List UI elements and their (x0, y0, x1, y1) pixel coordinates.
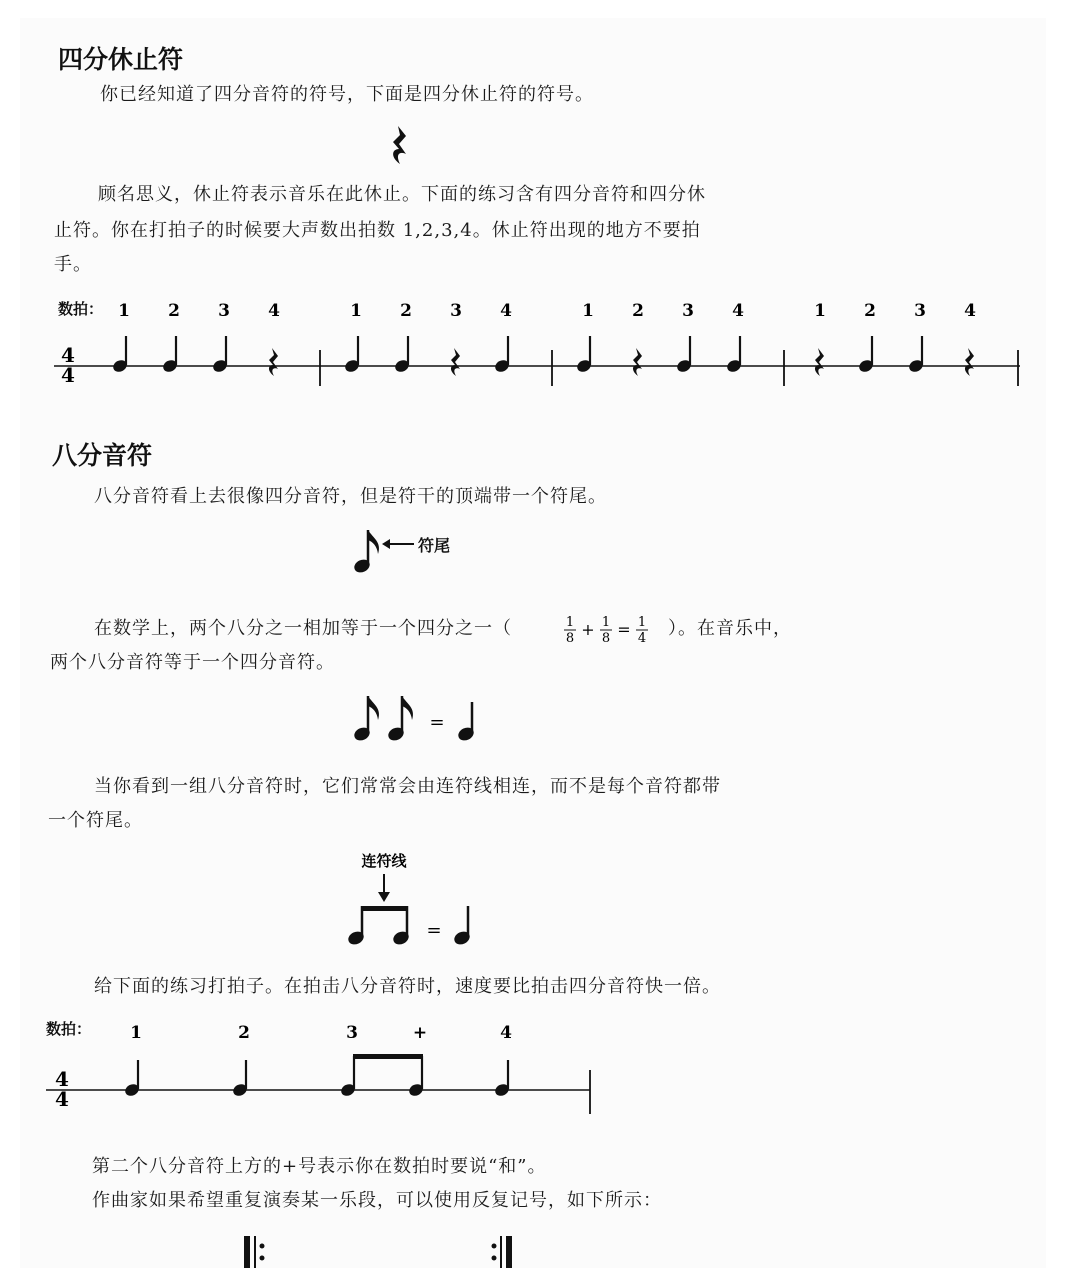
count-4: + (412, 1023, 428, 1043)
quarter-rest-symbol (386, 124, 416, 166)
count-5: 4 (500, 1023, 512, 1043)
beamed-eighths-diagram (330, 848, 490, 952)
quarter-note-m3-b3 (675, 336, 692, 374)
heading-quarter-rest: 四分休止符 (58, 45, 184, 74)
fraction-equals: = (617, 620, 631, 639)
beam-line-2: 一个符尾。 (48, 810, 143, 831)
beam (353, 1054, 423, 1059)
flag-label: 符尾 (418, 536, 451, 555)
quarter-note-m2-b1 (343, 336, 360, 374)
rhythm-exercise-1 (0, 290, 1066, 400)
equals-sign-1: = (429, 712, 445, 733)
beat-number-m3-b3: 3 (682, 301, 694, 321)
count-3: 3 (346, 1023, 358, 1043)
quarter-note-m4-b2 (857, 336, 874, 374)
equals-sign-2: = (426, 920, 442, 941)
beat-number-m3-b2: 2 (632, 301, 644, 321)
practice-instruction: 给下面的练习打拍子。在拍击八分音符时，速度要比拍击四分音符快一倍。 (94, 976, 721, 997)
count-label-2: 数拍： (46, 1020, 92, 1038)
fraction-1-num: 1 (565, 615, 575, 630)
two-eighths-equal-quarter (340, 690, 500, 746)
quarter-note-m1-b3 (211, 336, 228, 374)
quarter-note-m3-b4 (725, 336, 742, 374)
math-line-1b: ）。在音乐中， (668, 618, 792, 639)
beat-number-m4-b2: 2 (864, 301, 876, 321)
fraction-2-den: 8 (601, 631, 611, 646)
fraction-3-num: 1 (637, 615, 647, 630)
beat-number-m4-b3: 3 (914, 301, 926, 321)
rhythm-exercise-2 (0, 1012, 660, 1122)
beat-number-m2-b3: 3 (450, 301, 462, 321)
quarter-note-2 (231, 1060, 248, 1098)
closing-line-1: 第二个八分音符上方的+号表示你在数拍时要说“和”。 (92, 1156, 547, 1177)
beat-number-m1-b2: 2 (168, 301, 180, 321)
eighth-note-flag-diagram (340, 524, 480, 576)
fraction-1-den: 8 (565, 631, 575, 646)
repeat-start-sign (240, 1236, 280, 1268)
fraction-equation (560, 610, 680, 650)
beat-number-m3-b1: 1 (582, 301, 594, 321)
quarter-note-m4-b3 (907, 336, 924, 374)
closing-line-2: 作曲家如果希望重复演奏某一乐段，可以使用反复记号，如下所示： (92, 1190, 662, 1211)
quarter-note-m1-b2 (161, 336, 178, 374)
beat-number-m2-b2: 2 (400, 301, 412, 321)
count-1: 1 (130, 1023, 142, 1043)
quarter-rest-m4-b4 (965, 348, 974, 376)
fraction-2-num: 1 (601, 615, 611, 630)
eighth-intro-text: 八分音符看上去很像四分音符，但是符干的顶端带一个符尾。 (94, 486, 607, 507)
beat-number-m1-b4: 4 (268, 301, 280, 321)
time-signature-bottom: 4 (55, 1087, 69, 1111)
beat-number-m4-b1: 1 (814, 301, 826, 321)
beat-number-m1-b3: 3 (218, 301, 230, 321)
math-line-2: 两个八分音符等于一个四分音符。 (50, 652, 335, 673)
rest-body-line-1: 顾名思义，休止符表示音乐在此休止。下面的练习含有四分音符和四分休 (98, 184, 706, 205)
quarter-rest-m4-b1 (815, 348, 824, 376)
repeat-end-sign (486, 1236, 526, 1268)
quarter-rest-m3-b2 (633, 348, 642, 376)
time-signature-top: 4 (55, 1067, 69, 1091)
heading-eighth-note: 八分音符 (52, 441, 153, 470)
quarter-note-1 (123, 1060, 140, 1098)
count-label-1: 数拍： (58, 300, 104, 318)
beam-label: 连符线 (361, 852, 407, 870)
time-signature-top: 4 (61, 343, 75, 367)
rest-intro-text: 你已经知道了四分音符的符号，下面是四分休止符的符号。 (100, 84, 594, 105)
beam-line-1: 当你看到一组八分音符时，它们常常会由连符线相连，而不是每个音符都带 (94, 776, 721, 797)
fraction-3-den: 4 (637, 631, 647, 646)
rest-body-line-2: 止符。你在打拍子的时候要大声数出拍数 1,2,3,4。休止符出现的地方不要拍 (54, 220, 701, 241)
quarter-rest-m2-b3 (451, 348, 460, 376)
beat-number-m3-b4: 4 (732, 301, 744, 321)
beat-number-m1-b1: 1 (118, 301, 130, 321)
beat-number-m4-b4: 4 (964, 301, 976, 321)
count-2: 2 (238, 1023, 250, 1043)
beamed-eighth-pair (339, 1054, 424, 1098)
time-signature-bottom: 4 (61, 363, 75, 387)
quarter-rest-m1-b4 (269, 348, 278, 376)
rest-body-line-3: 手。 (54, 254, 92, 275)
quarter-note-m2-b4 (493, 336, 510, 374)
page-edge (1046, 18, 1066, 1268)
quarter-note-m3-b1 (575, 336, 592, 374)
beat-number-m2-b4: 4 (500, 301, 512, 321)
quarter-note-m2-b2 (393, 336, 410, 374)
quarter-note-m1-b1 (111, 336, 128, 374)
beat-number-m2-b1: 1 (350, 301, 362, 321)
math-line-1a: 在数学上，两个八分之一相加等于一个四分之一（ (94, 618, 512, 639)
fraction-plus: + (581, 620, 595, 639)
quarter-note-4 (493, 1060, 510, 1098)
